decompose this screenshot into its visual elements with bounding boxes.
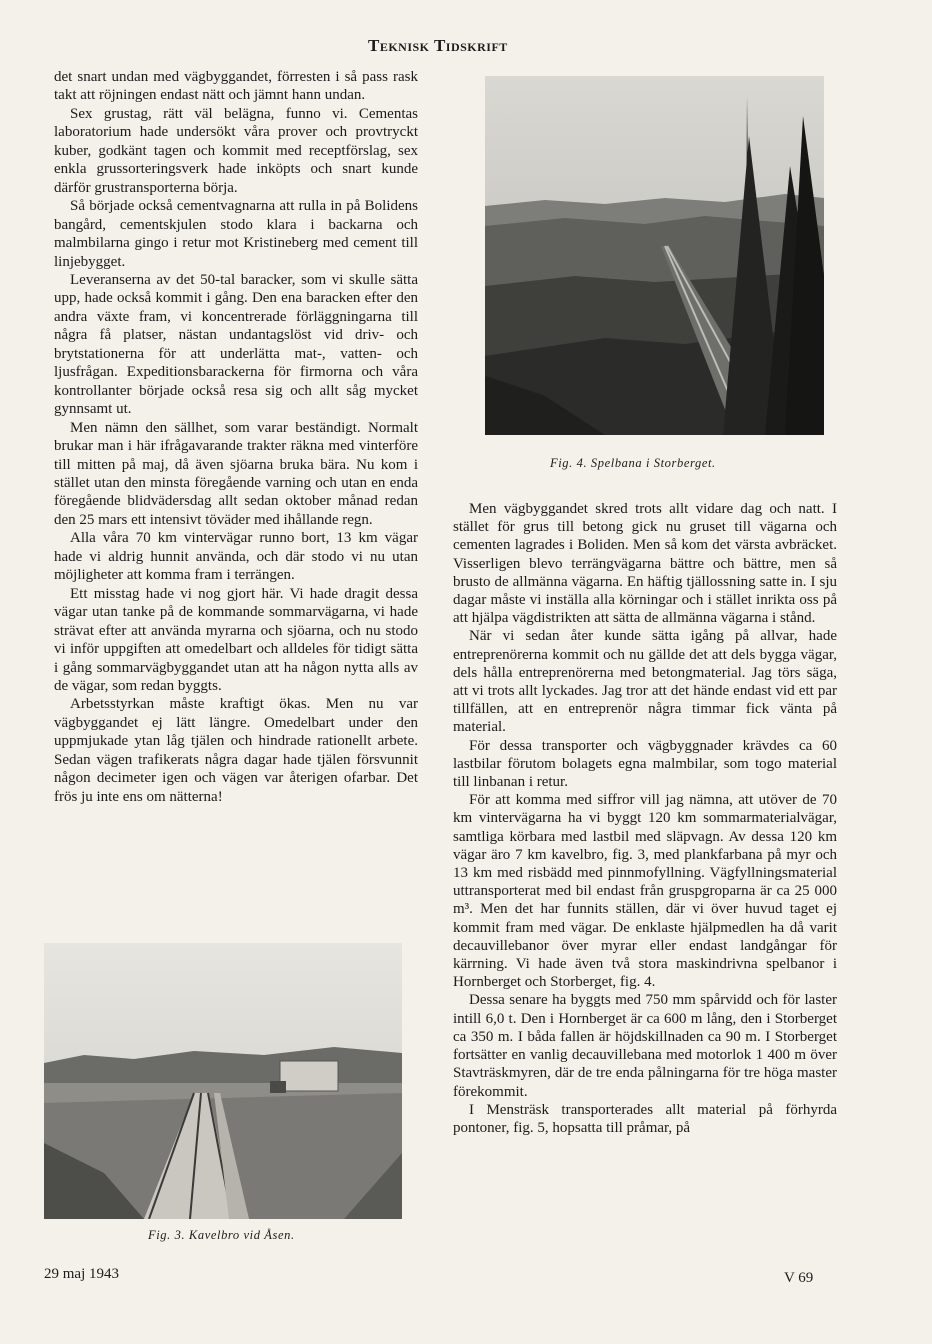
figure-3-photo-plank-road — [44, 943, 402, 1219]
paragraph: Men vägbyggandet skred trots allt vidare dag och natt. I stället för grus till betong gick nu gruset till vägarna och cementen lagrades i Boliden. Men så kom det värsta avbräcket. Visserligen blevo terrängvägarna bättre och bättre, men så brusto de allmänna vägarna. En häftig tjällossning satte in. I sju dagar måste vi inställa alla körningar och i stället inrikta oss på att hjälpa vägdistrikten att sätta de allmänna vägarna i stånd. — [453, 501, 837, 627]
paragraph: Arbetsstyrkan måste kraftigt ökas. Men nu var vägbyggandet ej lätt längre. Omedelbart under den uppmjukade ytan låg tjälen och hindrade rationellt arbete. Sedan vägen trafikerats några dagar hade tjälen försvunnit någon decimeter igen och vägen var återigen ofarbar. Det frös ju inte ens om nätterna! — [54, 696, 418, 805]
paragraph: Så började också cementvagnarna att rulla in på Bolidens bangård, cementskjulen stodo klara i backarna och malmbilarna gingo i retur mot Kristineberg med cement till linjebygget. — [54, 198, 418, 270]
figure-4-caption: Fig. 4. Spelbana i Storberget. — [550, 456, 716, 470]
right-text-column — [453, 500, 837, 1137]
paragraph: I Mensträsk transporterades allt material på förhyrda pontoner, fig. 5, hopsatta till pråmar, på — [453, 1101, 837, 1136]
paragraph: För att komma med siffror vill jag nämna, att utöver de 70 km vintervägarna ha vi byggt 120 km sommarmaterialvägar, samtliga körbara med lastbil med släpvagn. Av dessa 120 km vägar äro 7 km kavelbro, fig. 3, med plankfarbana på myr och 13 km med risbädd med pinnmofyllning. Vägfyllningsmaterial uttransporterat med bil endast från gruspgroparna är ca 25 000 m³. Men det har funnits ställen, där vi över huvud taget ej kommit fram med vägar. De enklaste hjälpmedlen ha då varit decauvillebanor över myrar eller endast landgångar för kärrning. Vi hade även två stora maskindrivna spelbanor i Hornberget och Storberget, fig. 4. — [453, 792, 837, 991]
issue-date: 29 maj 1943 — [44, 1266, 119, 1282]
figure-3-caption: Fig. 3. Kavelbro vid Åsen. — [148, 1228, 295, 1242]
journal-title: Teknisk Tidskrift — [368, 36, 508, 55]
paragraph: För dessa transporter och vägbyggnader krävdes ca 60 lastbilar förutom bolagets egna malmbilar, som togo material till linbanan i retur. — [453, 737, 837, 791]
paragraph: Men nämn den sällhet, som varar beständigt. Normalt brukar man i här ifrågavarande trakter räkna med vinterföre till mitten på maj, då även sjöarna bruka bära. Nu kom i stället utan den minsta föregående varning och utan en enda föregående blidvädersdag allt sedan oktober månad redan den 25 mars ett intensivt töväder med ihållande regn. — [54, 419, 418, 528]
paragraph: Alla våra 70 km vintervägar runno bort, 13 km vägar hade vi aldrig hunnit använda, och där stodo vi nu utan möjligheter att komma fram i terrängen. — [54, 530, 418, 584]
paragraph: Sex grustag, rätt väl belägna, funno vi. Cementas laboratorium hade undersökt våra prover och provtryckt kuber, godkänt tagen och kommit med receptförslag, sex enkla grussorteringsverk hade inköpts och snart kunde därför grustransporterna börja. — [54, 105, 418, 196]
paragraph: När vi sedan åter kunde sätta igång på allvar, hade entreprenörerna kommit och nu gällde det att dels bygga vägar, dels hålla entreprenörerna med betongmaterial. Jag törs säga, att vi trots allt lyckades. Jag tror att det hände endast vid ett par tillfällen, att en entreprenör några timmar fick vänta på material. — [453, 628, 837, 736]
figure-4-photo-cable-railway — [485, 76, 824, 435]
page-number: V 69 — [784, 1270, 814, 1286]
left-text-column — [54, 68, 418, 806]
paragraph: Leveranserna av det 50-tal baracker, som vi skulle sätta upp, hade också kommit i gång. Den ena baracken efter den andra växte fram, vi koncentrerade förläggningarna till några få platser, nästan undantagslöst vid driv- och brytstationerna för att underlätta mat-, vatten- och ljusfrågan. Expeditionsbarackerna för firmorna och våra kontrollanter började också resa sig och allt såg mycket gynnsamt ut. — [54, 271, 418, 418]
paragraph: Ett misstag hade vi nog gjort här. Vi hade dragit dessa vägar utan tanke på de kommande sommarvägarna, vi hade strävat efter att använda myrarna och sjöarna, och nu stodo vi inför uppgiften att omedelbart och alldeles för tidigt sätta i gång sommarvägbyggandet utan att ha någon nytta alls av de vägar, som redan byggts. — [54, 585, 418, 694]
paragraph: Dessa senare ha byggts med 750 mm spårvidd och för laster intill 6,0 t. Den i Hornberget är ca 600 m lång, den i Storberget ca 350 m. I båda fallen är höjdskillnaden ca 90 m. I Storberget fortsätter en vanlig decauvillebana med motorlok 1 400 m över Stavträskmyren, där de tre enda pålningarna för tre höga master förekommit. — [453, 992, 837, 1100]
paragraph: det snart undan med vägbyggandet, förresten i så pass rask takt att röjningen endast nätt och jämnt hann undan. — [54, 69, 418, 104]
